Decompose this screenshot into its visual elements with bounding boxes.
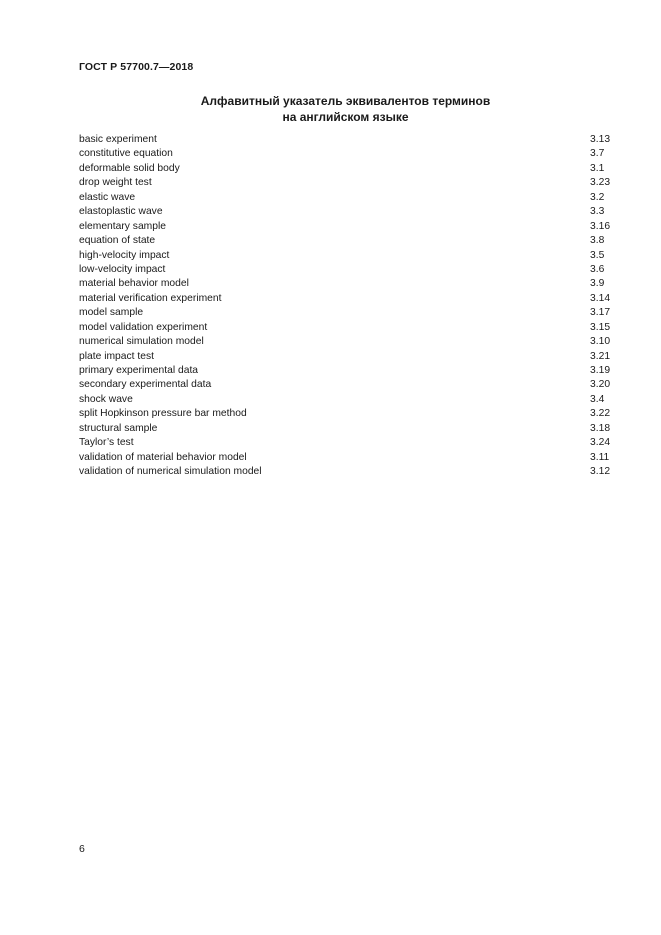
index-title [0, 93, 661, 125]
entry-term: drop weight test [79, 177, 152, 189]
index-entry [79, 321, 612, 335]
entry-term: validation of numerical simulation model [79, 466, 262, 478]
entry-term: numerical simulation model [79, 336, 204, 348]
entry-reference: 3.3 [590, 206, 605, 218]
entry-term: material verification experiment [79, 292, 222, 304]
page-number: 6 [79, 843, 85, 855]
entry-term: model sample [79, 307, 144, 319]
index-entry [79, 350, 612, 364]
entry-term: primary experimental data [79, 365, 199, 376]
entry-term: elementary sample [79, 220, 166, 232]
index-entry [79, 205, 612, 219]
entry-reference: 3.24 [590, 437, 611, 449]
entry-reference: 3.15 [590, 321, 611, 333]
index-entry [79, 277, 612, 291]
entry-reference: 3.17 [590, 307, 611, 319]
entry-term: low-velocity impact [79, 263, 166, 275]
index-entry [79, 220, 612, 234]
index-entry [79, 292, 612, 306]
entry-reference: 3.20 [590, 379, 611, 391]
index-entry [79, 335, 612, 349]
entry-reference: 3.7 [590, 148, 605, 160]
index-entry [79, 451, 612, 465]
entry-term: equation of state [79, 235, 156, 247]
entry-term: split Hopkinson pressure bar method [79, 408, 247, 420]
index-entry [79, 306, 612, 320]
entry-reference: 3.8 [590, 235, 605, 247]
entry-reference: 3.1 [590, 162, 605, 174]
entry-term: secondary experimental data [79, 379, 212, 391]
index-entry [79, 422, 612, 436]
entry-reference: 3.6 [590, 263, 605, 275]
entry-term: model validation experiment [79, 321, 208, 333]
entry-reference: 3.16 [590, 220, 611, 232]
index-entry [79, 378, 612, 392]
entry-term: basic experiment [79, 134, 157, 145]
index-entry [79, 263, 612, 277]
entry-term: plate impact test [79, 350, 154, 362]
index-entry [79, 249, 612, 263]
index-entry [79, 133, 612, 147]
index-entry [79, 234, 612, 248]
entry-reference: 3.14 [590, 292, 611, 304]
entry-term: Taylor’s test [79, 437, 134, 449]
entry-reference: 3.22 [590, 408, 611, 420]
index-entry [79, 407, 612, 421]
entry-term: deformable solid body [79, 162, 180, 174]
entry-term: validation of material behavior model [79, 451, 247, 463]
index-title-line-2: на английском языке [282, 110, 409, 124]
entry-reference: 3.5 [590, 249, 605, 261]
entry-term: elastic wave [79, 191, 136, 203]
entry-term: shock wave [79, 393, 133, 405]
entry-reference: 3.23 [590, 177, 611, 189]
entry-reference: 3.18 [590, 422, 611, 434]
document-header: ГОСТ Р 57700.7—2018 [79, 61, 194, 73]
entry-term: high-velocity impact [79, 249, 170, 261]
entry-reference: 3.11 [590, 451, 610, 463]
index-entry [79, 465, 612, 479]
index-title-line-1: Алфавитный указатель эквивалентов терминов [200, 94, 491, 108]
entry-term: structural sample [79, 422, 158, 434]
entry-term: elastoplastic wave [79, 206, 163, 218]
entry-reference: 3.13 [590, 134, 611, 145]
term-index-list [79, 133, 612, 480]
entry-reference: 3.4 [590, 393, 605, 405]
entry-reference: 3.9 [590, 278, 605, 290]
index-entry [79, 191, 612, 205]
index-entry [79, 436, 612, 450]
entry-reference: 3.12 [590, 466, 611, 478]
index-entry [79, 147, 612, 161]
entry-term: constitutive equation [79, 148, 173, 160]
entry-reference: 3.2 [590, 191, 605, 203]
index-entry [79, 176, 612, 190]
entry-reference: 3.10 [590, 336, 611, 348]
index-entry [79, 364, 612, 378]
entry-term: material behavior model [79, 278, 189, 290]
entry-reference: 3.21 [590, 350, 611, 362]
index-entry [79, 162, 612, 176]
index-entry [79, 393, 612, 407]
entry-reference: 3.19 [590, 365, 611, 376]
